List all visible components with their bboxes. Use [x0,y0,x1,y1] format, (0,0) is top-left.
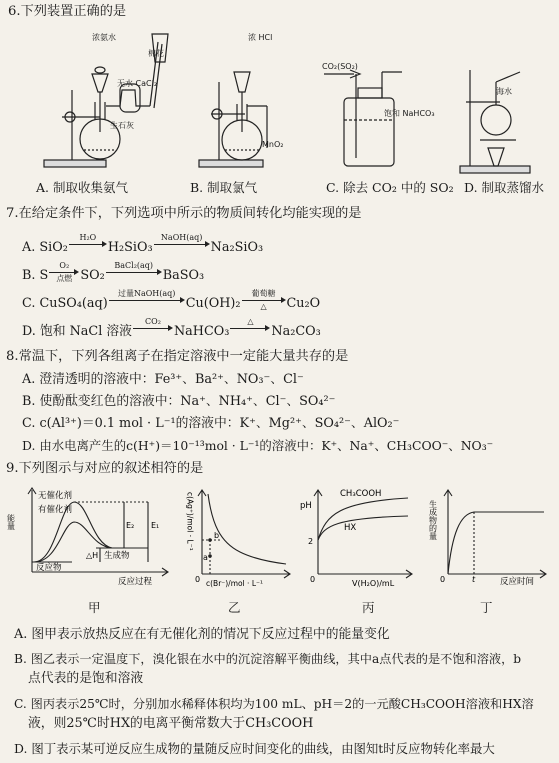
graph-yi-curve [208,494,286,564]
graph-yi-origin: 0 [195,575,201,584]
graph-ding-t: t [472,575,476,584]
graph-yi-xlabel: c(Br⁻)/mol · L⁻¹ [206,579,263,588]
graph-bing-origin: 0 [310,575,316,584]
q6-option-c: C. 除去 CO₂ 中的 SO₂ [326,180,454,195]
apparatus-a-label-ammonia: 浓氨水 [92,33,116,42]
graph-jia-e2: E₂ [126,521,135,530]
graph-bing-series-acetic: CH₃COOH [340,489,382,499]
q7-option-a: A. SiO₂ H₂O H₂SiO₃ NaOH(aq) Na₂SiO₃ [22,233,264,255]
graph-yi [180,484,300,609]
graph-jia-label-no-catalyst: 无催化剂 [38,491,73,501]
q7-option-d: D. 饱和 NaCl 溶液 CO₂ NaHCO₃ △ Na₂CO₃ [22,317,321,339]
apparatus-b-label-hcl: 浓 HCl [248,33,273,42]
graph-ding [428,484,553,609]
graph-ding-curve [448,512,544,574]
graph-jia-label-catalyst: 有催化剂 [38,505,73,515]
graph-yi-ylabel: c(Ag⁺)/mol · L⁻¹ [185,492,195,551]
q9-option-b-line2: 点代表的是饱和溶液 [28,671,144,686]
graph-yi-label-a: a [203,553,208,562]
graph-yi-point-b [208,538,212,542]
graph-jia-dh: △H [86,551,99,560]
apparatus-a-label-lime: 生石灰 [110,121,134,130]
q6-option-a: A. 制取收集氨气 [36,180,128,195]
apparatus-d-label-seawater: 海水 [496,87,512,96]
graph-jia-name: 甲 [88,600,101,615]
graph-jia-e1: E₁ [151,521,160,530]
q6-option-d: D. 制取蒸馏水 [464,180,545,195]
apparatus-b-figure [197,22,297,172]
q7-option-b: B. S O₂ 点燃 SO₂ BaCl₂(aq) BaSO₃ [22,261,205,283]
q9-option-a: A. 图甲表示放热反应在有无催化剂的情况下反应过程中的能量变化 [14,627,390,642]
apparatus-c-label-nahco3: 饱和 NaHCO₃ [384,109,435,118]
apparatus-d-figure [460,62,540,177]
q9-option-d: D. 图丁表示某可逆反应生成物的量随反应时间变化的曲线，由图知t时反应物转化率最大 [14,741,495,756]
q8-stem: 8.常温下，下列各组离子在指定溶液中一定能大量共存的是 [6,349,349,364]
graph-yi-point-a [208,554,212,558]
graph-ding-origin: 0 [440,575,446,584]
graph-jia-product: 生成物 [104,551,130,561]
graph-bing-tick-2: 2 [308,537,314,546]
graph-jia-reactant: 反应物 [36,563,62,573]
graph-ding-name: 丁 [480,600,493,615]
graph-jia [8,484,183,609]
graph-jia-xlabel: 反应过程 [118,577,153,587]
apparatus-a-label-cotton: 棉花 [148,49,164,58]
graph-bing-name: 丙 [362,600,375,615]
q9-option-c-line1: C. 图丙表示25℃时，分别加水稀释体积均为100 mL、pH＝2的一元酸CH₃COOH溶液和HX溶 [14,697,534,711]
apparatus-b-label-mno2: MnO₂ [262,140,284,149]
graph-bing-xlabel: V(H₂O)/mL [352,579,395,588]
q8-option-d: D. 由水电离产生的c(H⁺)＝10⁻¹³mol · L⁻¹的溶液中：K⁺、Na⁺、CH₃COO⁻、NO₃⁻ [22,438,494,453]
apparatus-a-label-cacl2: 无水 CaCl₂ [117,79,158,88]
graph-ding-xlabel: 反应时间 [500,577,535,587]
q7-option-c: C. CuSO₄(aq) 过量NaOH(aq) Cu(OH)₂ 葡萄糖 △ Cu₂O [22,289,321,311]
q8-option-a: A. 澄清透明的溶液中：Fe³⁺、Ba²⁺、NO₃⁻、Cl⁻ [22,372,304,387]
apparatus-a-figure [40,22,180,172]
graph-ding-ylabel: 生成物的量 [428,500,438,540]
graph-bing-series-hx: HX [344,523,357,533]
graph-bing [300,484,420,609]
graph-bing-ylabel: pH [300,501,312,511]
q9-option-b-line1: B. 图乙表示一定温度下，溴化银在水中的沉淀溶解平衡曲线，其中a点代表的是不饱和溶液，b [14,652,522,666]
q6-option-b: B. 制取氯气 [190,180,258,195]
q6-stem: 6.下列装置正确的是 [8,4,127,19]
graph-jia-ylabel: 能量 [6,514,16,530]
graph-bing-curve-hx [318,516,408,540]
graph-yi-label-b: b [214,531,220,540]
apparatus-c-label-gas: CO₂(SO₂) [322,62,358,71]
graph-yi-name: 乙 [228,600,241,615]
q8-option-b: B. 使酚酞变红色的溶液中：Na⁺、NH₄⁺、Cl⁻、SO₄²⁻ [22,394,336,409]
q7-stem: 7.在给定条件下，下列选项中所示的物质间转化均能实现的是 [6,206,362,221]
q9-option-c-line2: 液，则25℃时HX的电离平衡常数大于CH₃COOH [28,716,314,731]
q9-stem: 9.下列图示与对应的叙述相符的是 [6,461,204,476]
q8-option-c: C. c(Al³⁺)＝0.1 mol · L⁻¹的溶液中：K⁺、Mg²⁺、SO₄²⁻、AlO₂⁻ [22,416,400,431]
